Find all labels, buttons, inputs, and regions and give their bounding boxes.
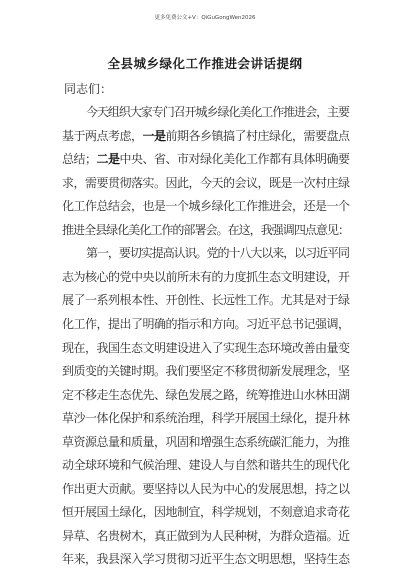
- body-line: [86, 247, 349, 259]
- body-line: [62, 224, 349, 236]
- body-line: [62, 483, 350, 495]
- body-line: [62, 530, 350, 542]
- text-segment: 草资源总量和质量，巩固和增强生态系统碳汇能力，为推: [62, 434, 350, 449]
- text-segment: 化工作，提出了明确的指示和方向。习近平总书记强调，: [62, 316, 350, 331]
- text-segment: 到质变的关键时期。我们要坚定不移贯彻新发展理念，坚: [62, 364, 350, 379]
- body-line: [62, 294, 350, 306]
- body-line: [62, 389, 350, 401]
- text-segment: 总结；: [62, 152, 97, 167]
- body-line: [62, 177, 350, 189]
- text-segment: 异草、名贵树木，真正做到为人民种树，为群众造福。近: [62, 528, 350, 543]
- text-segment: 基于两点考虑，: [62, 128, 143, 143]
- bold-text: 一是: [142, 128, 166, 143]
- text-segment: 草沙一体化保护和系统治理，科学开展国土绿化，提升林: [62, 411, 350, 426]
- text-segment: 化工作总结会，也是一个城乡绿化工作推进会，还是一个: [62, 199, 350, 214]
- text-segment: 作出更大贡献。要坚持以人民为中心的发展思想，持之以: [62, 481, 350, 496]
- header-note: 更多免费公文+V：QiGuGongWen2026: [154, 15, 256, 21]
- text-segment: 求，需要贯彻落实。因此，今天的会议，既是一次村庄绿: [62, 175, 350, 190]
- body-line: [62, 153, 349, 165]
- body-line: [62, 365, 350, 377]
- text-segment: 推进全县绿化美化工作的部署会。在这，我强调四点意见：: [62, 222, 350, 237]
- body-line: [62, 436, 350, 448]
- body-line: [62, 271, 350, 283]
- text-segment: 前期各乡镇搞了村庄绿化，需要盘点: [165, 128, 350, 143]
- text-segment: 中央、省、市对绿化美化工作都有具体明确要: [119, 152, 350, 167]
- body-line: [86, 106, 349, 118]
- text-segment: 年来，我县深入学习贯彻习近平生态文明思想，坚持生态: [62, 552, 350, 567]
- body-line: [62, 553, 350, 565]
- body-line: [62, 506, 350, 518]
- text-segment: 第一，要切实提高认识。党的十八大以来，以习近平同: [86, 246, 349, 261]
- body-line: [62, 459, 350, 471]
- text-segment: 定不移走生态优先、绿色发展之路，统筹推进山水林田湖: [62, 387, 350, 402]
- body-line: [62, 130, 349, 142]
- text-segment: 今天组织大家专门召开城乡绿化美化工作推进会，主要: [86, 105, 349, 119]
- body-line: [62, 412, 350, 424]
- greeting: 同志们：: [64, 82, 113, 96]
- body-line: [62, 318, 350, 330]
- text-segment: 恒开展国土绿化，因地制宜，科学规划，不刻意追求奇花: [62, 505, 350, 520]
- body-line: [62, 342, 350, 354]
- bold-text: 二是: [96, 152, 120, 167]
- document-title: 全县城乡绿化工作推进会讲话提纲: [107, 56, 303, 71]
- text-segment: 动全球环境和气候治理、建设人与自然和谐共生的现代化: [62, 458, 350, 473]
- text-segment: 展了一系列根本性、开创性、长远性工作。尤其是对于绿: [62, 293, 350, 308]
- text-segment: 现在，我国生态文明建设进入了实现生态环境改善由量变: [62, 340, 350, 355]
- body-line: [62, 200, 350, 212]
- text-segment: 志为核心的党中央以前所未有的力度抓生态文明建设，开: [62, 269, 350, 284]
